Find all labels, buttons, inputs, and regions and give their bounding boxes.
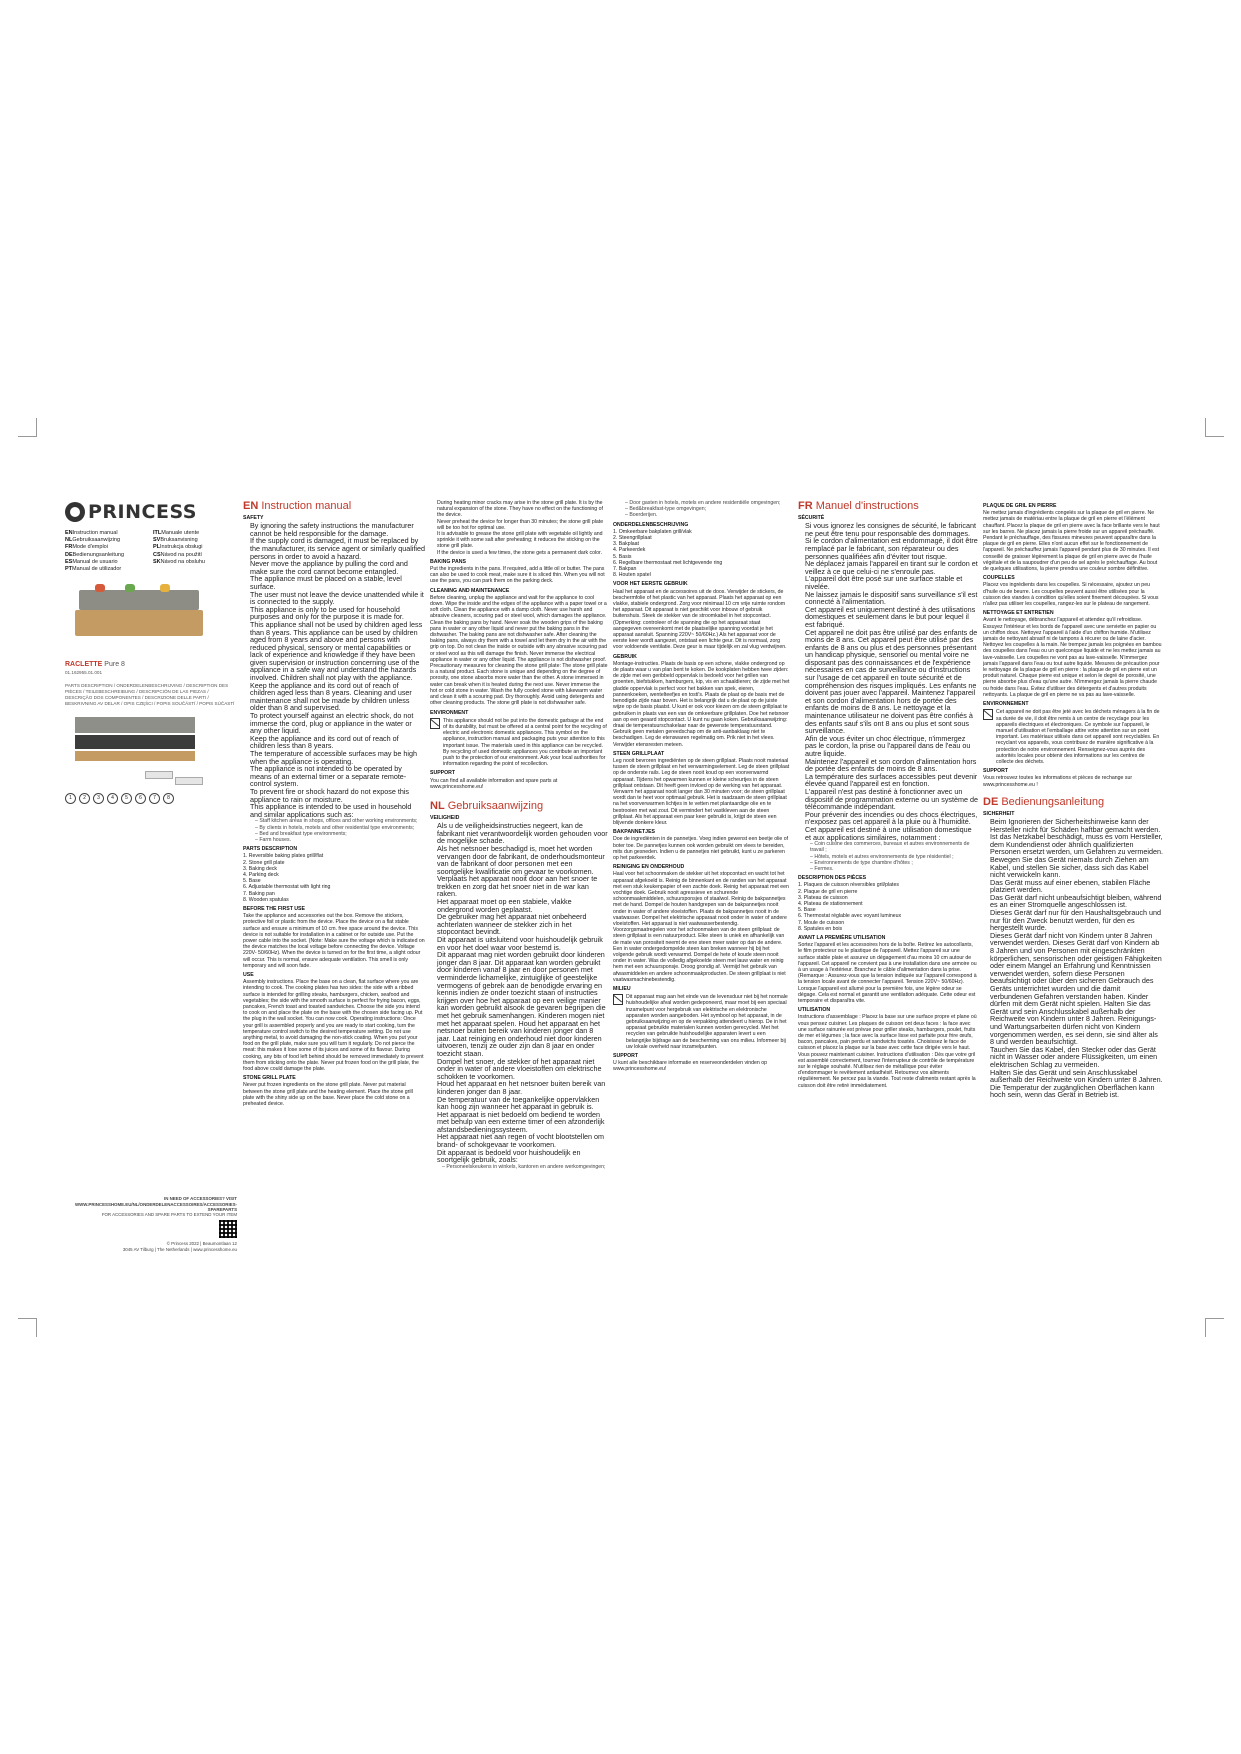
language-item <box>153 566 237 572</box>
safety-item: • Maintenez l'appareil et son cordon d'alimentation hors de portée des enfants de moins de 8 ans. <box>805 758 978 773</box>
language-code: ES <box>65 558 73 565</box>
nl-environment-block <box>613 994 790 1050</box>
language-code: NL <box>65 537 73 544</box>
part-item: 2. Steengrillplaat <box>613 535 652 542</box>
en-examples-list <box>243 818 425 843</box>
part-item: 6. Adjustable thermostat with light ring <box>243 884 331 891</box>
language-item <box>153 544 237 550</box>
fr-cleaning-text: Avant le nettoyage, débranchez l'appareil et attendez qu'il refroidisse. Essuyez l'intérieur et les bords de l'appareil avec une serviette en papier ou un chiffon doux. Nettoyez l'appareil à l'aide d'un chiffon humide. N'utilisez jamais de nettoyant abrasif ni de tampons à récurer ou de laine d'acier. Nettoyez les coupelles à la main. Ne trempez jamais les poignées en bambou des coupelles dans l'eau ou un quelconque liquide et ne les mettez jamais au lave-vaisselle. Les coupelles ne vont pas au lave-vaisselle. N'immergez jamais l'appareil dans l'eau ou tout autre liquide. Mesures de précaution pour le nettoyage de la plaque de gril en pierre : la plaque de gril en pierre est un produit naturel. Chaque pierre est unique et selon le degré de porosité, une pierre absorbe plus d'eau qu'une autre. N'immergez jamais la pierre chaude ou froide dans l'eau. Évitez d'utiliser des détergents et d'autres produits nettoyants. La plaque de gril en pierre ne va pas au lave-vaisselle. <box>983 617 1162 698</box>
brand-logo <box>65 502 237 522</box>
en-use-heading: USE <box>243 972 254 979</box>
crop-mark-top-right <box>1205 418 1224 437</box>
parts-heading: PARTS DESCRIPTION / ONDERDELENBESCHRIJVING / DESCRIPTION DES PIÈCES / TEILEBESCHREIBUNG / DESCRIPCIÓN DE LAS PIEZAS / DESCRIÇÃO DOS COMPONENTES / DESCRIZIONE DELLE PARTI / BESKRIVNING AV DELAR / OPIS CZĘŚCI / POPIS SOUČÁSTÍ / POPIS SÚČASTÍ <box>65 682 235 707</box>
nl-baking-heading: BAKPANNETJES <box>613 829 655 836</box>
language-label: Bruksanvisning <box>160 537 198 544</box>
nl-use-text: Montage-instructies. Plaats de basis op een schone, vlakke ondergrond op de plaats waar u van plan bent te koken. De kookplaten hebben twee zijden: de zijde met een geribbeld oppervlak is bedoeld voor het grillen van groenten, biefstukken, hamburgers, kip, vis en schaaldieren; de zijde met het gladde oppervlak is perfect voor het bakken van spek, eieren, pannenkoeken, wentelteefjes en tosti's. Plaats de plaat op de basis met de benodigde zijde naar boven. Het is belangrijk dat u de plaat op de juiste wijze op de basis plaatst. U kunt er ook voor kiezen om de steen grillplaat te gebruiken in plaats van een van de omkeerbare grillplaten. Doe het netsnoer aan op een geaard stopcontact. U kunt nu gaan koken. Gebruiksaanwijzing: draai de temperatuurschakelaar naar de gewenste temperatuurstand. Gebruik geen metalen gereedschap om de anti-aanbaklaag niet te beschadigen. Leg de etenswaren regelmatig om. Prik niet in het vlees. Verwijder etensresten meteen. <box>613 660 790 748</box>
example-item: – Door gasten in hotels, motels en andere residentiële omgevingen; <box>625 500 781 506</box>
part-item: 2. Stone grill plate <box>243 859 285 866</box>
part-number-marker: 2 <box>79 793 90 804</box>
example-item: – Personeelskeukens in winkels, kantoren en andere werkomgevingen; <box>442 1163 606 1170</box>
language-code: SK <box>153 558 161 565</box>
safety-item: • Das Gerät muss auf einer ebenen, stabilen Fläche platziert werden. <box>990 879 1163 894</box>
en-column-1 <box>243 500 425 1252</box>
safety-item: • Ne laissez jamais le dispositif sans surveillance s'il est connecté à l'alimentation. <box>805 591 978 606</box>
part-item: 4. Parking deck <box>243 871 279 878</box>
language-item <box>65 559 149 565</box>
parts-diagram <box>65 713 237 791</box>
example-item: – Bed&breakfast-type omgevingen; <box>625 506 707 513</box>
part-number-marker: 5 <box>121 793 132 804</box>
nl-stone-heading: STEEN GRILLPLAAT <box>613 750 665 757</box>
safety-item: • Das Gerät darf nicht unbeaufsichtigt bleiben, während es an einer Stromquelle angeschlossen ist. <box>990 894 1163 909</box>
language-code: EN <box>65 530 73 536</box>
language-label: Instrukcja obsługi <box>160 544 203 551</box>
part-item: 5. Base <box>798 907 816 914</box>
princess-crown-icon <box>65 502 85 522</box>
fr-first-use-heading: AVANT LA PREMIÈRE UTILISATION <box>798 934 886 941</box>
nl-stone-text: Leg nooit bevroren ingrediënten op de steen grillplaat. Plaats nooit materiaal tussen de steen grillplaat en het verwarmingselement. Leg de steen grillplaat op de onderste rails. Leg de steen nooit koud op een voorverwarmd apparaat. Tijdens het opwarmen kunnen er kleine scheurtjes in de steen grillplaat ontstaan. Dit heeft geen invloed op de werking van het apparaat. Verwarm het apparaat nooit langer dan 30 minuten voor; de steen grillplaat wordt dan te heet voor optimaal gebruik. Het is raadzaam de steen grillplaat na het voorverwarmen lichtjes in te vetten met plantaardige olie en te bestrooien met wat zout. Dit vermindert het vastkleven aan de steen grillplaat. Als het apparaat een paar keer gebruikt is, krijgt de steen een blijvende donkere kleur. <box>613 757 790 826</box>
en-stone-tips-list <box>430 500 608 556</box>
safety-item: • Dit apparaat is uitsluitend voor huishoudelijk gebruik en voor het doel waar voor bestemd is. <box>437 936 608 951</box>
part-number-marker: 7 <box>149 793 160 804</box>
part-item: 8. Houten spatel <box>613 572 651 579</box>
language-list <box>65 530 237 572</box>
example-item: – Bed and breakfast type environments; <box>255 830 347 837</box>
safety-item: • Pour prévenir des incendies ou des chocs électriques, n'exposez pas cet appareil à la pluie ou à l'humidité. <box>805 811 978 826</box>
fr-support-heading: SUPPORT <box>983 768 1009 775</box>
safety-item: • Dieses Gerät darf nur für den Haushaltsgebrauch und nur für den Zweck benutzt werden, für den es hergestellt wurde. <box>990 909 1163 932</box>
safety-item: • L'appareil n'est pas destiné à fonctionner avec un dispositif de programmation externe ou un système de télécommande indépendant. <box>805 788 978 811</box>
language-item <box>65 530 149 536</box>
part-item: 5. Base <box>243 878 261 885</box>
language-label: Manual de usuario <box>72 558 118 565</box>
part-item: 1. Plaques de cuisson réversibles gril/plates <box>798 882 899 889</box>
safety-item: • Si vous ignorez les consignes de sécurité, le fabricant ne peut être tenu pour responsable des dommages. <box>805 522 978 537</box>
safety-item: • Het apparaat moet op een stabiele, vlakke ondergrond worden geplaatst. <box>437 898 608 913</box>
part-item: 1. Omkeerbare bakplaten grill/vlak <box>613 528 692 535</box>
en-cleaning-text: Before cleaning, unplug the appliance and wait for the appliance to cool down. Wipe the inside and the edges of the appliance with a paper towel or a soft cloth. Clean the appliance with a damp cloth. Never use harsh and abrasive cleaners, scouring pad or steel wool, which damages the appliance. Clean the baking pans by hand. Never soak the wooden grips of the baking pans in water or any other liquid and never put the baking pans in the dishwasher. The baking pans are not dishwasher safe. After cleaning the baking pans, always dry them with a towel and let them dry in the air with the grip on top. Do not clean the inside or outside with any abrasive scouring pad or steel wool as this will damage the finish. Never immerse the electrical appliance in water or any other liquid. The appliance is not dishwasher proof. Precautionary measures for cleaning the stone grill plate: The stone grill plate is a natural product. Each stone is unique and depending on the degree of porosity, one stone absorbs more water than the other. A stone immersed in water can break when it is heated during the next use. Never immerse the hot or cold stone in water. Wash the fully cooled stone with lukewarm water and clean it with a scouring pad. Dry thoroughly. Avoid using detergents and other cleaning products. The stone grill plate is not dishwasher safe. <box>430 594 608 707</box>
nl-column-2 <box>613 500 790 1252</box>
part-number-marker: 8 <box>163 793 174 804</box>
stone-plate-shape <box>79 590 199 610</box>
part-item: 3. Bakplaat <box>613 541 639 548</box>
en-first-use-heading: BEFORE THE FIRST USE <box>243 906 305 912</box>
fr-parts-list <box>798 882 978 932</box>
crop-mark-bottom-right <box>1205 1318 1224 1337</box>
part-item: 7. Bakpan <box>613 566 637 573</box>
address: 3045 AV Tilburg | The Netherlands | www.princesshome.eu <box>122 1246 237 1252</box>
weee-bin-icon <box>430 718 440 729</box>
part-item: 4. Plateau de stationnement <box>798 900 863 907</box>
example-item: – Fermes. <box>810 865 834 872</box>
nl-cleaning-text: Haal voor het schoonmaken de stekker uit het stopcontact en wacht tot het apparaat afgekoeld is. Reinig de binnenkant en de randen van het apparaat met een stuk keukenpapier of een zachte doek. Reinig het apparaat met een vochtige doek. Gebruik nooit agressieve en schurende schoonmaakmiddelen, schuursponsjes of staalwol. Reinig de bakpannetjes met de hand. Dompel de houten handgrepen van de bakpannetjes nooit onder in water of andere vloeistoffen. Plaats de bakpannetjes nooit in de vaatwasser. Dompel het elektrische apparaat nooit onder in water of andere vloeistoffen. Het apparaat is niet vaatwasserbestendig. Voorzorgsmaatregelen voor het schoonmaken van de steen grillplaat: de steen grillplaat is een natuurproduct. Elke steen is uniek en afhankelijk van de mate van porositeit neemt de ene steen meer water op dan de andere. Een in water ondergedompelde steen kan breken wanneer hij bij het volgende gebruik wordt verwarmd. Dompel de hete of koude steen nooit onder in water. Was de volledig afgekoelde steen met lauw water en reinig hem met een schuursponsje. Droog grondig af. Vermijd het gebruik van afwasmiddelen en andere schoonmaakproducten. De steen grillplaat is niet vaatwasmachinebestendig. <box>613 871 789 983</box>
language-item <box>153 552 237 558</box>
language-code: DE <box>65 551 73 558</box>
accessories-note: IN NEED OF ACCESSORIES? VISIT <box>163 1196 237 1202</box>
fr-baking-heading: COUPELLES <box>983 575 1015 582</box>
en-environment-block <box>430 718 608 768</box>
safety-item: • Als het netsnoer beschadigd is, moet het worden vervangen door de fabrikant, de onderhoudsmonteur van de fabrikant of door personen met een soortgelijke kwalificatie om gevaar te voorkomen. <box>437 845 608 875</box>
nl-first-use-text: Haal het apparaat en de accessoires uit de doos. Verwijder de stickers, de beschermfolie of het plastic van het apparaat. Plaats het apparaat op een vlakke, stabiele ondergrond. Zorg voor minimaal 10 cm vrije ruimte rondom het apparaat. Dit apparaat is niet geschikt voor inbouw of gebruik buitenshuis. Steek de stekker van de stroomkabel in het stopcontact. (Opmerking: controleer of de spanning die op het apparaat staat aangegeven overeenkomt met de plaatselijke spanning voordat je het apparaat aansluit. Spanning 220V~ 50/60Hz.) Als het apparaat voor de eerste keer wordt aangezet, ontstaat een lichte geur. Dit is normaal, zorg voor voldoende ventilatie. Deze geur is maar tijdelijk en zal vlug verdwijnen. <box>613 588 787 651</box>
safety-item: • Never move the appliance by pulling the cord and make sure the cord cannot become entangled. <box>250 560 425 575</box>
baking-pan-icon <box>145 771 173 779</box>
language-code: ITL <box>153 530 162 536</box>
safety-item: • Cet appareil est destiné à une utilisation domestique et aux applications similaires, notamment : <box>805 826 978 841</box>
fr-environment-text: Cet appareil ne doit pas être jeté avec les déchets ménagers à la fin de sa durée de vie, il doit être remis à un centre de recyclage pour les appareils électriques et électroniques. Ce symbole sur l'appareil, le manuel d'utilisation et l'emballage attire votre attention sur un point important. Les matériaux utilisés dans cet appareil sont recyclables. En recyclant vos appareils, vous contribuez de manière significative à la protection de notre environnement. Renseignez-vous auprès des autorités locales pour obtenir des informations sur les centres de collecte des déchets. <box>996 709 1160 765</box>
fr-stone-text: Ne mettez jamais d'ingrédients congelés sur la plaque de gril en pierre. Ne mettez jamais de matériau entre la plaque de gril en pierre et l'élément chauffant. Placez la plaque de gril en pierre avec la face brillante vers le haut sur les barres. Ne placez jamais la pierre froide sur un appareil préchauffé. Pendant le préchauffage, des fissures mineures peuvent apparaître dans la plaque de gril en pierre. Elles n'ont aucun effet sur le fonctionnement de l'appareil. Ne préchauffez jamais l'appareil pendant plus de 30 minutes. Il est conseillé de graisser légèrement la plaque de gril en pierre avec de l'huile végétale et de la saupoudrer d'un peu de sel après le préchauffage. Au bout de quelques utilisations, la pierre prendra une couleur sombre définitive. <box>983 510 1160 573</box>
safety-item: • Tauchen Sie das Kabel, den Stecker oder das Gerät nicht in Wasser oder andere Flüssigkeiten, um einen elektrischen Schlag zu vermeiden. <box>990 1046 1163 1069</box>
language-code: PT <box>65 566 73 573</box>
language-label: Instruction manual <box>72 530 118 536</box>
language-item <box>65 537 149 543</box>
fr-baking-text: Placez vos ingrédients dans les coupelles. Si nécessaire, ajoutez un peu d'huile ou de beurre. Les coupelles peuvent aussi être utilisées pour la cuisson des viandes à condition qu'elles soient finement découpées. Si vous n'allez pas utiliser les coupelles, rangez-les sur le plateau de rangement. <box>983 582 1159 608</box>
safety-item: • Bewegen Sie das Gerät niemals durch Ziehen am Kabel, und stellen Sie sicher, dass sich das Kabel nicht verwickeln kann. <box>990 856 1163 879</box>
part-item: 2. Plaque de gril en pierre <box>798 888 858 895</box>
part-number-marker: 4 <box>107 793 118 804</box>
safety-item: • To prevent fire or shock hazard do not expose this appliance to rain or moisture. <box>250 788 425 803</box>
weee-bin-icon <box>983 709 993 720</box>
accessories-links: WWW.PRINCESSHOME.EU/NL/ONDERDELENACCESSOIRES/ACCESSORIES-SPAREPARTS <box>75 1201 237 1212</box>
nl-baking-text: Doe de ingrediënten in de pannetjes. Voeg indien gewenst een beetje olie of boter toe. De pannetjes kunnen ook worden gebruikt om vlees te bereiden, mits dun gesneden. Indien u de pannetjes niet gebruikt, kunt u ze parkeren op het parkeerdek. <box>613 836 789 861</box>
safety-item: • Cet appareil ne doit pas être utilisé par des enfants de moins de 8 ans. Cet appareil peut être utilisé par des enfants de 8 ans ou plus et des personnes présentant un handicap physique, sensoriel ou mental voire ne disposant pas des connaissances et de l'expérience nécessaires en cas de surveillance ou d'instructions sur l'usage de cet appareil en toute sécurité et de compréhension des risques impliqués. Les enfants ne doivent pas jouer avec l'appareil. Maintenez l'appareil et son cordon d'alimentation hors de portée des enfants de moins de 8 ans. Le nettoyage et la maintenance utilisateur ne doivent pas être confiés à des enfants sauf s'ils ont 8 ans ou plus et sont sous surveillance. <box>805 629 978 735</box>
en-support-heading: SUPPORT <box>430 770 456 777</box>
safety-item: • Het apparaat is niet bedoeld om bediend te worden met behulp van een externe timer of een afzonderlijk afstandsbedieningssysteem. <box>437 1111 608 1134</box>
safety-item: • Dieses Gerät darf nicht von Kindern unter 8 Jahren verwendet werden. Dieses Gerät darf von Kindern ab 8 Jahren und von Personen mit eingeschränkten körperlichen, sensorischen oder geistigen Fähigkeiten oder einem Mangel an Erfahrung und Kenntnissen verwendet werden, sofern diese Personen beaufsichtigt oder über den sicheren Gebrauch des Geräts unterrichtet wurden und die damit verbundenen Gefahren verstanden haben. Kinder dürfen mit dem Gerät nicht spielen. Halten Sie das Gerät und sein Anschlusskabel außerhalb der Reichweite von Kindern unter 8 Jahren. Reinigungs- und Wartungsarbeiten dürfen nicht von Kindern vorgenommen werden, es sei denn, sie sind älter als 8 und werden beaufsichtigt. <box>990 932 1163 1046</box>
language-code: FR <box>65 544 73 551</box>
tip-item: • If the device is used a few times, the stone gets a permanent dark color. <box>437 550 608 556</box>
safety-item: • Verplaats het apparaat nooit door aan het snoer te trekken en zorg dat het snoer niet in de war kan raken. <box>437 875 608 898</box>
language-label: Mode d'emploi <box>72 544 108 551</box>
safety-item: • Si le cordon d'alimentation est endommagé, il doit être remplacé par le fabricant, son réparateur ou des personnes qualifiées afin d'éviter tout risque. <box>805 537 978 560</box>
cover-footer <box>65 1196 237 1252</box>
safety-item: • De gebruiker mag het apparaat niet onbeheerd achterlaten wanneer de stekker zich in het stopcontact bevindt. <box>437 913 608 936</box>
part-item: 7. Moule de cuisson <box>798 919 845 926</box>
part-item: 7. Baking pan <box>243 890 275 897</box>
fr-column-1 <box>798 500 978 1252</box>
safety-item: • If the supply cord is damaged, it must be replaced by the manufacturer, its service agent or similarly qualified persons in order to avoid a hazard. <box>250 537 425 560</box>
fr-cleaning-heading: NETTOYAGE ET ENTRETIEN <box>983 610 1054 617</box>
language-item <box>153 530 237 536</box>
en-safety-heading: SAFETY <box>243 515 264 521</box>
fr-support-text: Vous retrouvez toutes les informations et pièces de rechange sur www.princesshome.eu ! <box>983 775 1133 788</box>
language-code: CS <box>153 551 161 558</box>
nl-environment-text: Dit apparaat mag aan het einde van de levensduur niet bij het normale huishoudelijke afval worden gedeponeerd, maar moet bij een speciaal inzamelpunt voor hergebruik van elektrische en elektronische apparaten worden aangeboden. Het symbool op het apparaat, in de gebruiksaanwijzing en op de verpakking attendeert u hierop. De in het apparaat gebruikte materialen kunnen worden gerecycled. Met het recyclen van gebruikte huishoudelijke apparaten levert u een belangrijke bijdrage aan de bescherming van ons milieu. Informeer bij uw lokale overheid naar inzamelpunten. <box>626 994 788 1050</box>
baking-plate-shape <box>75 735 195 749</box>
language-item <box>65 552 149 558</box>
en-nl-column <box>430 500 608 1252</box>
safety-item: • L'appareil doit être posé sur une surface stable et nivelée. <box>805 575 978 590</box>
food-icon <box>125 584 135 592</box>
example-item: – Boerderijen. <box>625 512 658 519</box>
safety-item: • This appliance is intended to be used in household and similar applications such as: <box>250 803 425 818</box>
en-stone-text: Never put frozen ingredients on the stone grill plate. Never put material between the stone grill plate and the heating element. Place the stone grill plate with the shiny side up on the base. Never place the cold stone on a preheated device. <box>243 1082 413 1108</box>
safety-item: • The appliance must be placed on a stable, level surface. <box>250 575 425 590</box>
safety-item: • Ist das Netzkabel beschädigt, muss es vom Hersteller, dem Kundendienst oder ähnlich qualifizierten Personen ersetzt werden, um Gefahren zu vermeiden. <box>990 833 1163 856</box>
en-baking-text: Put the ingredients in the pans. If required, add a little oil or butter. The pans can also be used to cook meat, make sure it is sliced thin. When you will not use the pans, you can park them on the parking deck. <box>430 566 605 585</box>
safety-item: • This appliance is only to be used for household purposes and only for the purpose it is made for. <box>250 606 425 621</box>
safety-item: • Cet appareil est uniquement destiné à des utilisations domestiques et seulement dans le but pour lequel il est fabriqué. <box>805 606 978 629</box>
de-safety-heading: SICHERHEIT <box>983 810 1015 817</box>
part-item: 5. Basis <box>613 553 632 560</box>
food-icon <box>95 584 105 592</box>
en-stone-heading: STONE GRILL PLATE <box>243 1075 296 1082</box>
tip-item: • During heating minor cracks may arise in the stone grill plate. It is by the natural expansion of the stone. They have no effect on the functioning of the device. <box>437 500 608 519</box>
product-name: RACLETTE <box>65 661 103 669</box>
part-item: 3. Plateau de cuisson <box>798 894 848 901</box>
part-item: 6. Thermostat réglable avec voyant lumineux <box>798 913 902 920</box>
en-first-use-text: Take the appliance and accessories out the box. Remove the stickers, protective foil or plastic from the device. Place the device on a flat stable surface and ensure a minimum of 10 cm. free space around the device. This device is not suitable for installation in a cabinet or for outside use. Put the power cable into the socket. (Note: Make sure the voltage which is indicated on the device matches the local voltage before connecting the device. Voltage 220V- 50/60Hz). When the device is turned on for the first time, a slight odour will occur. This is normal, ensure adequate ventilation. This smell is only temporary and will soon fade. <box>243 913 425 969</box>
grill-base-shape <box>75 610 203 636</box>
safety-item: • The user must not leave the device unattended while it is connected to the supply. <box>250 591 425 606</box>
safety-item: • La température des surfaces accessibles peut devenir élevée quand l'appareil est en fonction. <box>805 773 978 788</box>
qr-code-icon <box>219 1220 237 1238</box>
accessories-tagline: FOR ACCESSORIES AND SPARE PARTS TO EXTEND YOUR ITEM <box>101 1212 237 1218</box>
nl-support-heading: SUPPORT <box>613 1053 639 1060</box>
nl-title: NL Gebruiksaanwijzing <box>430 799 544 812</box>
safety-item: • By ignoring the safety instructions the manufacturer cannot be held responsible for the damage. <box>250 522 425 537</box>
safety-item: • Dompel het snoer, de stekker of het apparaat niet onder in water of andere vloeistoffen om elektrische schokken te voorkomen. <box>437 1058 608 1081</box>
language-label: Návod na použití <box>160 551 202 558</box>
nl-cleaning-heading: REINIGING EN ONDERHOUD <box>613 864 685 871</box>
en-baking-heading: BAKING PANS <box>430 558 466 565</box>
safety-item: • Keep the appliance and its cord out of reach of children less than 8 years. <box>250 735 425 750</box>
en-use-text: Assembly instructions. Place the base on a clean, flat surface where you are intending to cook. The cooking plates has two sides: the side with a ribbed surface is intended for grilling steaks, hamburgers, chicken, seafood and vegetables; the side with the smooth surface is perfect for frying bacon, eggs, pancakes, French toast and toasted sandwiches. Choose the side you intend to cook on and place the plate on the base with the chosen side facing up. Put the plug in the wall socket. You can now cook. Operating instructions: Once your grill is assembled properly and you are ready to start cooking, turn the temperature control switch to the desired temperature setting. Do not use anything metal, to avoid damaging the non-stick coating. When you put your food on the grill plate, make sure you will turn it regularly. Do not pierce the meat: this makes it lose some of its juices and some of its flavour. During cooking, any bits of food left behind should be removed immediately to prevent them from sticking onto the plate. Never put frozen food on the grill plate, the food above could damage the plate. <box>243 979 424 1073</box>
part-item: 8. Spatules en bois <box>798 925 843 932</box>
fr-stone-heading: PLAQUE DE GRIL EN PIERRE <box>983 503 1057 509</box>
language-item <box>65 544 149 550</box>
crop-mark-top-left <box>18 418 37 437</box>
safety-item: • Houd het apparaat en het netsnoer buiten bereik van kinderen jonger dan 8 jaar. <box>437 1080 608 1095</box>
part-item: 6. Regelbare thermostaat met lichtgevende ring <box>613 559 723 566</box>
language-label: Bedienungsanleitung <box>72 551 125 558</box>
product-photo <box>65 582 237 652</box>
language-item <box>65 566 149 572</box>
safety-item: • The appliance is not intended to be operated by means of an external timer or a separate remote-control system. <box>250 765 425 788</box>
safety-item: • Dit apparaat mag niet worden gebruikt door kinderen jonger dan 8 jaar. Dit apparaat kan worden gebruikt door kinderen vanaf 8 jaar en door personen met verminderde lichamelijke, zintuiglijke of geestelijke vermogens of gebrek aan de benodigde ervaring en kennis indien ze onder toezicht staan of instructies krijgen over hoe het apparaat op een veilige manier kan worden gebruikt alsook de gevaren begrijpen die met het gebruik samenhangen. Kinderen mogen niet met het apparaat spelen. Houd het apparaat en het netsnoer buiten bereik van kinderen jonger dan 8 jaar. Laat reiniging en onderhoud niet door kinderen uitvoeren, tenzij ze ouder zijn dan 8 jaar en onder toezicht staan. <box>437 951 608 1057</box>
product-variant: Pure 8 <box>104 661 125 669</box>
safety-item: • Ne déplacez jamais l'appareil en tirant sur le cordon et veillez à ce que celui-ci ne s'enroule pas. <box>805 560 978 575</box>
nl-safety-list <box>430 822 608 1164</box>
fr-use-text: Instructions d'assemblage : Placez la base sur une surface propre et plane où vous pensez cuisiner. Les plaques de cuisson ont deux faces : la face avec une surface rainurée est prévue pour griller steaks, hamburgers, poulet, fruits de mer et légumes ; la face avec la surface lisse est parfaite pour frire œufs, bacon, pancakes, pain perdu et sandwichs toastés. Choisissez le face de cuisson et placez la plaque sur la base avec cette face dirigée vers le haut. Vous pouvez maintenant cuisiner. Instructions d'utilisation : Dès que votre gril est assemblé correctement, tournez l'interrupteur de contrôle de température sur le réglage souhaité. N'utilisez rien de métallique pour éviter d'endommager le revêtement antiadhésif. Retournez vos aliments régulièrement. Ne percez pas la viande. Tout reste d'aliments restant après la cuisson doit être retiré immédiatement. <box>798 1014 977 1089</box>
tip-item: • Never preheat the device for longer than 30 minutes; the stone grill plate will be too hot for optimal use. <box>437 519 608 531</box>
en-title: EN Instruction manual <box>243 500 352 512</box>
nl-first-use-heading: VOOR HET EERSTE GEBRUIK <box>613 581 688 588</box>
cover-column <box>65 500 237 1252</box>
en-cleaning-heading: CLEANING AND MAINTENANCE <box>430 587 510 594</box>
crop-mark-bottom-left <box>18 1318 37 1337</box>
part-item: 8. Wooden spatulas <box>243 896 289 903</box>
fr-parts-heading: DESCRIPTION DES PIÈCES <box>798 875 867 882</box>
example-item: – Environnements de type chambre d'hôtes ; <box>810 859 913 866</box>
language-item <box>153 559 237 565</box>
fr-first-use-text: Sortez l'appareil et les accessoires hors de la boîte. Retirez les autocollants, le film protecteur ou le plastique de l'appareil. Mettez l'appareil sur une surface stable plate et assurez un dégagement d'au moins 10 cm autour de l'appareil. Cet appareil ne convient pas à une installation dans une armoire ou à un usage à l'extérieur. Branchez le câble d'alimentation dans la prise. (Remarque : Assurez-vous que la tension indiquée sur l'appareil correspond à la tension locale avant de connecter l'appareil. Tension 220V~ 50/60Hz). Lorsque l'appareil est allumé pour la première fois, une légère odeur se dégage. Cela est normal et garantit une ventilation adéquate. Cette odeur est temporaire et disparaîtra vite. <box>798 942 977 1005</box>
language-label: Návod na obsluhu <box>160 558 205 565</box>
example-item: – Staff kitchen areas in shops, offices and other working environments; <box>255 818 418 825</box>
example-item: – Farm houses. <box>255 836 292 843</box>
fr-environment-heading: ENVIRONNEMENT <box>983 701 1029 708</box>
safety-item: • Beim Ignorieren der Sicherheitshinweise kann der Hersteller nicht für Schäden haftbar gemacht werden. <box>990 818 1163 833</box>
fr-examples-list <box>798 841 978 872</box>
fr-environment-block <box>983 709 1163 765</box>
part-item: 4. Parkeerdek <box>613 547 646 554</box>
language-item <box>153 537 237 543</box>
de-title: DE Bedienungsanleitung <box>983 795 1105 808</box>
language-code: PL <box>153 544 161 551</box>
weee-bin-icon <box>613 994 623 1005</box>
baking-pan-icon <box>175 777 203 785</box>
part-item: 3. Baking deck <box>243 865 278 872</box>
safety-item: • To protect yourself against an electric shock, do not immerse the cord, plug or appliance in the water or any other liquid. <box>250 712 425 735</box>
language-code: SV <box>153 537 161 544</box>
fr-title: FR Manuel d'instructions <box>798 500 919 512</box>
safety-item: • The temperature of accessible surfaces may be high when the appliance is operating. <box>250 750 425 765</box>
safety-item: • Als u de veiligheidsinstructies negeert, kan de fabrikant niet verantwoordelijk worden gehouden voor de mogelijke schade. <box>437 822 608 845</box>
food-icon <box>160 584 170 592</box>
nl-examples-list-cont <box>613 500 790 519</box>
language-label: Manual de utilizador <box>72 566 122 573</box>
safety-item: • Die Temperatur der zugänglichen Oberflächen kann hoch sein, wenn das Gerät in Betrieb ist. <box>990 1084 1163 1099</box>
example-item: – Hôtels, motels et autres environnements de type résidentiel ; <box>810 853 954 860</box>
fr-use-heading: UTILISATION <box>798 1007 831 1014</box>
fr-de-column <box>983 500 1163 1252</box>
safety-item: • Halten Sie das Gerät und sein Anschlusskabel außerhalb der Reichweite von Kindern unter 8 Jahren. <box>990 1069 1163 1084</box>
nl-examples-list <box>430 1164 608 1170</box>
en-support-text: You can find all available information and spare parts at www.princesshome.eu! <box>430 777 558 790</box>
part-number-row <box>65 793 237 804</box>
en-parts-list <box>243 853 425 903</box>
product-code: 01.162955.01.001 <box>65 670 103 676</box>
de-safety-list <box>983 818 1163 1099</box>
part-number-marker: 1 <box>65 793 76 804</box>
stone-plate-shape <box>75 717 195 733</box>
nl-use-heading: GEBRUIK <box>613 653 637 660</box>
safety-item: • Afin de vous éviter un choc électrique, n'immergez pas le cordon, la prise ou l'appareil dans de l'eau ou autre liquide. <box>805 735 978 758</box>
brand-name: PRINCESS <box>88 500 197 523</box>
part-number-marker: 3 <box>93 793 104 804</box>
language-label: Manuale utente <box>161 530 200 536</box>
nl-environment-heading: MILIEU <box>613 986 631 993</box>
tip-item: • It is advisable to grease the stone grill plate with vegetable oil lightly and sprinkle it with some salt after preheating; it reduces the sticking on the stone grill plate. <box>437 531 608 550</box>
part-item: 1. Reversible baking plates grill/flat <box>243 853 324 860</box>
nl-parts-list <box>613 529 790 579</box>
nl-parts-heading: ONDERDELENBESCHRIJVING <box>613 521 689 528</box>
fr-safety-list <box>798 522 978 841</box>
fr-safety-heading: SÉCURITÉ <box>798 515 825 521</box>
manual-sheet <box>65 500 1175 1252</box>
en-safety-list <box>243 522 425 818</box>
safety-item: • Het apparaat niet aan regen of vocht blootstellen om brand- of schokgevaar te voorkomen. <box>437 1133 608 1148</box>
language-label: Gebruiksaanwijzing <box>72 537 121 544</box>
example-item: – By clients in hotels, motels and other residential type environments; <box>255 824 415 831</box>
safety-item: • De temperatuur van de toegankelijke oppervlakken kan hoog zijn wanneer het apparaat in gebruik is. <box>437 1096 608 1111</box>
part-number-marker: 6 <box>135 793 146 804</box>
safety-item: • This appliance shall not be used by children aged less than 8 years. This appliance can be used by children aged from 8 years and above and persons with reduced physical, sensory or mental capabilities or lack of experience and knowledge if they have been given supervision or instruction concerning use of the appliance in a safe way and understand the hazards involved. Children shall not play with the appliance. Keep the appliance and its cord out of reach of children aged less than 8 years. Cleaning and user maintenance shall not be made by children unless older than 8 and supervised. <box>250 621 425 712</box>
example-item: – Coin cuisine des commerces, bureaux et autres environnements de travail ; <box>810 841 970 854</box>
base-shape <box>75 751 195 761</box>
en-parts-heading: PARTS DESCRIPTION <box>243 846 298 853</box>
product-title <box>65 662 237 668</box>
safety-item: • Dit apparaat is bedoeld voor huishoudelijk en soortgelijk gebruik, zoals: <box>437 1149 608 1164</box>
en-environment-text: This appliance should not be put into the domestic garbage at the end of its durability, but must be offered at a central point for the recycling of electric and electronic domestic appliances. This symbol on the appliance, instruction manual and packaging puts your attention to this important issue. The materials used in this appliance can be recycled. By recycling of used domestic appliances you contribute an important push to the protection of our environment. Ask your local authorities for information regarding the point of recollection. <box>443 717 607 768</box>
copyright: © Princess 2022 | Beaumontlaan 12 <box>166 1241 237 1247</box>
nl-safety-heading: VEILIGHEID <box>430 814 460 821</box>
nl-support-text: U kunt alle beschikbare informatie en reserveonderdelen vinden op www.princesshome.eu! <box>613 1060 767 1073</box>
en-environment-heading: ENVIRONMENT <box>430 709 469 716</box>
